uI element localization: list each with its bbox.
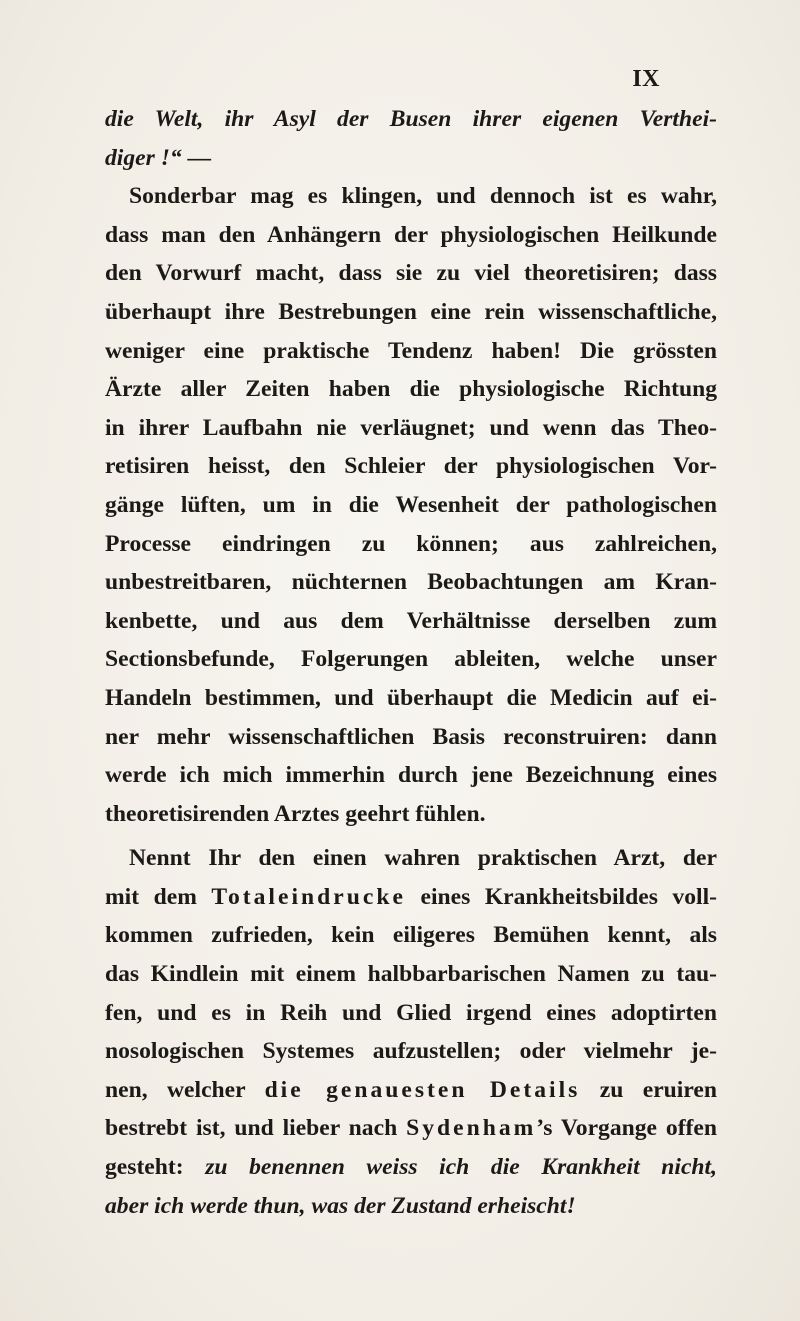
text-line: nosologischen Systemes aufzustellen; oder vielmehr je- (105, 1038, 717, 1065)
text-line: ner mehr wissenschaftlichen Basis reconstruiren: dann (105, 723, 717, 750)
text-line: Handeln bestimmen, und überhaupt die Medicin auf ei- (105, 684, 717, 711)
spaced-emphasis: Totaleindrucke (211, 883, 406, 910)
text-line: unbestreitbaren, nüchternen Beobachtungen am Kran- (105, 569, 717, 596)
spaced-emphasis: die genauesten Details (264, 1076, 581, 1103)
text-line: diger !“ — (105, 144, 212, 171)
text-line: kommen zufrieden, kein eiligeres Bemühen kennt, als (105, 922, 717, 949)
text-line: Processe eindringen zu können; aus zahlreichen, (105, 530, 717, 557)
text-line: mit dem Totaleindrucke eines Krankheitsbildes voll- (105, 883, 717, 910)
text-line: retisiren heisst, den Schleier der physiologischen Vor- (105, 453, 717, 480)
text-line: weniger eine praktische Tendenz haben! Die grössten (105, 337, 717, 364)
text-line: in ihrer Laufbahn nie verläugnet; und wenn das Theo- (105, 414, 717, 441)
text-line: gänge lüften, um in die Wesenheit der pathologischen (105, 491, 717, 518)
text-line: fen, und es in Reih und Glied irgend eines adoptirten (105, 999, 717, 1026)
page-number: IX (632, 66, 660, 92)
text-line: Sonderbar mag es klingen, und dennoch ist es wahr, (129, 183, 717, 210)
text-line: Ärzte aller Zeiten haben die physiologische Richtung (105, 376, 717, 403)
text-line: gesteht: zu benennen weiss ich die Krankheit nicht, (105, 1154, 717, 1181)
text-line: kenbette, und aus dem Verhältnisse derselben zum (105, 607, 717, 634)
text-line: Sectionsbefunde, Folgerungen ableiten, welche unser (105, 646, 717, 673)
text-line: nen, welcher die genauesten Details zu eruiren (105, 1076, 717, 1103)
body-text (105, 100, 717, 1225)
text-line: die Welt, ihr Asyl der Busen ihrer eigenen Verthei- (105, 106, 717, 132)
italic-emphasis: zu benennen weiss ich die Krankheit nicht, (205, 1154, 717, 1181)
text-line: überhaupt ihre Bestrebungen eine rein wissenschaftliche, (105, 298, 717, 325)
spaced-emphasis: Sydenham (406, 1115, 537, 1142)
text-line: den Vorwurf macht, dass sie zu viel theoretisiren; dass (105, 260, 717, 287)
text-line: das Kindlein mit einem halbbarbarischen Namen zu tau- (105, 961, 717, 988)
text-line: Nennt Ihr den einen wahren praktischen Arzt, der (129, 845, 717, 872)
text-line: aber ich werde thun, was der Zustand erheischt! (105, 1192, 576, 1219)
text-line: theoretisirenden Arztes geehrt fühlen. (105, 800, 486, 827)
text-line: dass man den Anhängern der physiologischen Heilkunde (105, 221, 717, 248)
text-line: werde ich mich immerhin durch jene Bezeichnung eines (105, 762, 717, 789)
text-line: bestrebt ist, und lieber nach Sydenham’s Vorgange offen (105, 1115, 718, 1142)
